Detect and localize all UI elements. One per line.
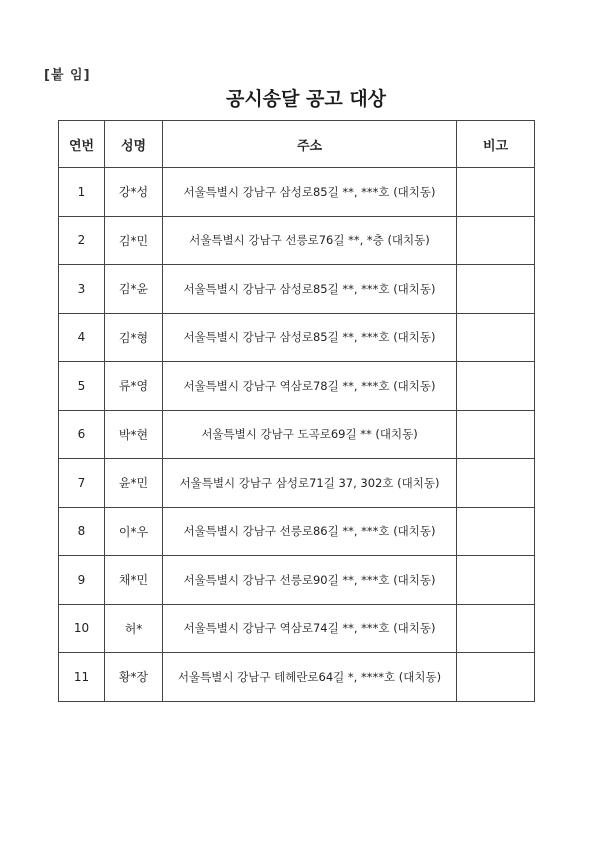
cell-note — [457, 410, 535, 459]
cell-name: 김*민 — [105, 216, 163, 265]
cell-note — [457, 265, 535, 314]
table-row — [59, 216, 535, 265]
cell-name: 채*민 — [105, 556, 163, 605]
attachment-label: [붙 임] — [44, 68, 91, 83]
public-notice-table — [58, 120, 535, 702]
cell-name: 김*윤 — [105, 265, 163, 314]
cell-address: 서울특별시 강남구 선릉로90길 **, ***호 (대치동) — [163, 556, 457, 605]
table-row — [59, 410, 535, 459]
cell-name: 허* — [105, 604, 163, 653]
cell-note — [457, 216, 535, 265]
cell-no: 6 — [59, 410, 105, 459]
cell-note — [457, 507, 535, 556]
table-row — [59, 313, 535, 362]
table-row — [59, 362, 535, 411]
cell-name: 윤*민 — [105, 459, 163, 508]
cell-note — [457, 459, 535, 508]
cell-name: 박*현 — [105, 410, 163, 459]
cell-note — [457, 313, 535, 362]
cell-no: 3 — [59, 265, 105, 314]
cell-no: 8 — [59, 507, 105, 556]
cell-address: 서울특별시 강남구 삼성로71길 37, 302호 (대치동) — [163, 459, 457, 508]
table-row — [59, 459, 535, 508]
cell-name: 강*성 — [105, 168, 163, 217]
table-row — [59, 265, 535, 314]
cell-name: 이*우 — [105, 507, 163, 556]
header-name: 성명 — [105, 121, 163, 168]
header-no: 연번 — [59, 121, 105, 168]
cell-address: 서울특별시 강남구 삼성로85길 **, ***호 (대치동) — [163, 265, 457, 314]
table-row — [59, 507, 535, 556]
table-row — [59, 653, 535, 702]
cell-address: 서울특별시 강남구 선릉로76길 **, *층 (대치동) — [163, 216, 457, 265]
table-row — [59, 604, 535, 653]
cell-note — [457, 556, 535, 605]
cell-address: 서울특별시 강남구 선릉로86길 **, ***호 (대치동) — [163, 507, 457, 556]
cell-address: 서울특별시 강남구 삼성로85길 **, ***호 (대치동) — [163, 313, 457, 362]
cell-address: 서울특별시 강남구 역삼로78길 **, ***호 (대치동) — [163, 362, 457, 411]
cell-note — [457, 168, 535, 217]
cell-no: 9 — [59, 556, 105, 605]
table-row — [59, 556, 535, 605]
header-address: 주소 — [163, 121, 457, 168]
cell-name: 류*영 — [105, 362, 163, 411]
cell-address: 서울특별시 강남구 역삼로74길 **, ***호 (대치동) — [163, 604, 457, 653]
cell-note — [457, 604, 535, 653]
cell-no: 10 — [59, 604, 105, 653]
cell-address: 서울특별시 강남구 테헤란로64길 *, ****호 (대치동) — [163, 653, 457, 702]
cell-no: 5 — [59, 362, 105, 411]
cell-address: 서울특별시 강남구 도곡로69길 ** (대치동) — [163, 410, 457, 459]
header-note: 비고 — [457, 121, 535, 168]
cell-no: 1 — [59, 168, 105, 217]
table-header-row — [59, 121, 535, 168]
cell-no: 11 — [59, 653, 105, 702]
cell-no: 7 — [59, 459, 105, 508]
cell-no: 2 — [59, 216, 105, 265]
cell-address: 서울특별시 강남구 삼성로85길 **, ***호 (대치동) — [163, 168, 457, 217]
cell-no: 4 — [59, 313, 105, 362]
cell-name: 황*장 — [105, 653, 163, 702]
cell-note — [457, 653, 535, 702]
document-title: 공시송달 공고 대상 — [225, 88, 387, 110]
cell-note — [457, 362, 535, 411]
table-row — [59, 168, 535, 217]
cell-name: 김*형 — [105, 313, 163, 362]
